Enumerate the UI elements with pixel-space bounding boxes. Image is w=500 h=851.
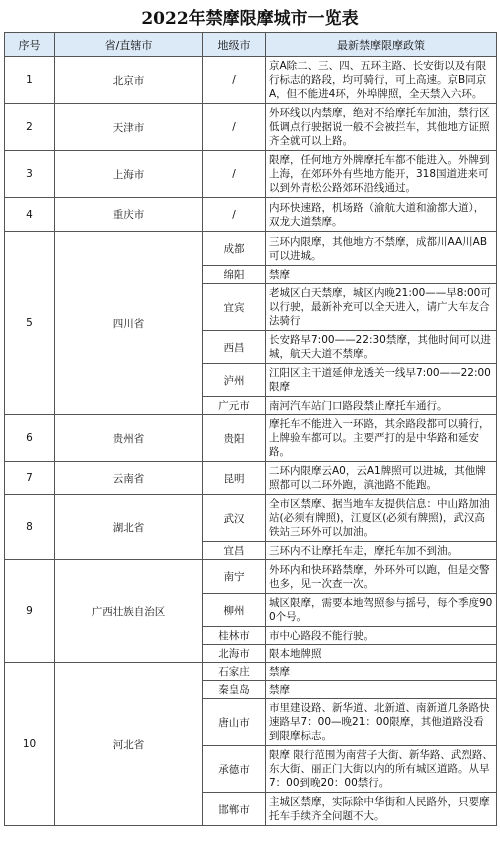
row-index: 7 [5, 462, 55, 495]
policy-cell: 限本地牌照 [266, 645, 497, 663]
policy-cell: 市中心路段不能行驶。 [266, 627, 497, 645]
table-row [5, 151, 497, 198]
province-cell: 上海市 [55, 151, 203, 198]
policy-cell: 三环内不让摩托车走，摩托车加不到油。 [266, 542, 497, 560]
policy-cell: 禁摩 [266, 681, 497, 699]
policy-cell: 二环内限摩云A0，云A1牌照可以进城，其他牌照都可以二环外跑，滇池路不能跑。 [266, 462, 497, 495]
province-cell: 湖北省 [55, 495, 203, 560]
header-city: 地级市 [203, 33, 266, 57]
city-cell: 昆明 [203, 462, 266, 495]
row-index: 8 [5, 495, 55, 560]
city-cell: 唐山市 [203, 699, 266, 746]
city-cell: 秦皇岛 [203, 681, 266, 699]
province-cell: 天津市 [55, 104, 203, 151]
city-cell: 南宁 [203, 560, 266, 594]
row-index: 9 [5, 560, 55, 663]
city-cell: 西昌 [203, 331, 266, 364]
policy-cell: 外环内和快环路禁摩，外环外可以跑，但是交警也多，见一次查一次。 [266, 560, 497, 594]
city-cell: / [203, 57, 266, 104]
table-row [5, 232, 497, 266]
province-cell: 广西壮族自治区 [55, 560, 203, 663]
row-index: 6 [5, 415, 55, 462]
policy-cell: 长安路早7:00——22:30禁摩，其他时间可以进城，航天大道不禁摩。 [266, 331, 497, 364]
row-index: 1 [5, 57, 55, 104]
table-row [5, 495, 497, 542]
city-cell: 广元市 [203, 397, 266, 415]
table-row [5, 104, 497, 151]
city-cell: 宜宾 [203, 284, 266, 331]
city-cell: 邯郸市 [203, 793, 266, 826]
table-row [5, 57, 497, 104]
city-cell: 贵阳 [203, 415, 266, 462]
city-cell: 北海市 [203, 645, 266, 663]
policy-cell: 禁摩 [266, 663, 497, 681]
policy-cell: 江阳区主干道延伸龙透关一线早7:00——22:00限摩 [266, 364, 497, 397]
policy-cell: 内环快速路，机场路（渝航大道和渝都大道），双龙大道禁摩。 [266, 198, 497, 232]
page-title: 2022年禁摩限摩城市一览表 [141, 9, 359, 29]
city-cell: 柳州 [203, 594, 266, 627]
province-cell: 四川省 [55, 232, 203, 415]
header-province: 省/直辖市 [55, 33, 203, 57]
policy-cell: 南河汽车站门口路段禁止摩托车通行。 [266, 397, 497, 415]
city-cell: 石家庄 [203, 663, 266, 681]
policy-cell: 老城区白天禁摩，城区内晚21:00——早8:00可以行驶，最新补充可以全天进入，请广大车友合法骑行 [266, 284, 497, 331]
row-index: 5 [5, 232, 55, 415]
policy-cell: 限摩，任何地方外牌摩托车都不能进入。外牌到上海，在郊环外有些地方能开，318国道进来可以到外青松公路郊环沿线通过。 [266, 151, 497, 198]
table-row [5, 198, 497, 232]
table-row [5, 663, 497, 681]
province-cell: 云南省 [55, 462, 203, 495]
city-cell: / [203, 198, 266, 232]
policy-cell: 京A除二、三、四、五环主路、长安街以及有限行标志的路段，均可骑行，可上高速。京B同京A，但不能进4环，外埠牌照，全天禁入六环。 [266, 57, 497, 104]
header-policy: 最新禁摩限摩政策 [266, 33, 497, 57]
city-cell: / [203, 104, 266, 151]
table-row [5, 415, 497, 462]
city-cell: 桂林市 [203, 627, 266, 645]
province-cell: 北京市 [55, 57, 203, 104]
city-cell: 成都 [203, 232, 266, 266]
header-row [5, 33, 497, 57]
policy-cell: 市里建设路、新华道、北新道、南新道几条路快速路早7：00—晚21：00限摩，其他道路没看到限摩标志。 [266, 699, 497, 746]
policy-cell: 禁摩 [266, 266, 497, 284]
city-cell: 宜昌 [203, 542, 266, 560]
policy-cell: 全市区禁摩、据当地车友提供信息：中山路加油站(必须有牌照)，江夏区(必须有牌照)，武汉高铁站三环外可以加油。 [266, 495, 497, 542]
policy-cell: 城区限摩，需要本地驾照参与摇号，每个季度900个号。 [266, 594, 497, 627]
table-row [5, 462, 497, 495]
row-index: 2 [5, 104, 55, 151]
policy-cell: 限摩 限行范围为南营子大街、新华路、武烈路、东大街、丽正门大街以内的所有城区道路。从早7：00到晚20：00禁行。 [266, 746, 497, 793]
row-index: 3 [5, 151, 55, 198]
city-cell: 绵阳 [203, 266, 266, 284]
policy-cell: 外环线以内禁摩，绝对不给摩托车加油，禁行区低调点行驶据说一般不会被拦车，其他地方证照齐全就可以上路。 [266, 104, 497, 151]
city-cell: / [203, 151, 266, 198]
policy-table [4, 32, 497, 826]
city-cell: 泸州 [203, 364, 266, 397]
row-index: 4 [5, 198, 55, 232]
policy-cell: 主城区禁摩，实际除中华街和人民路外，只要摩托车手续齐全问题不大。 [266, 793, 497, 826]
header-index: 序号 [5, 33, 55, 57]
policy-cell: 三环内限摩，其他地方不禁摩，成都川AA川AB可以进城。 [266, 232, 497, 266]
province-cell: 河北省 [55, 663, 203, 826]
policy-cell: 摩托车不能进入一环路，其余路段都可以骑行，上牌验车都可以。主要严打的是中华路和延安路。 [266, 415, 497, 462]
row-index: 10 [5, 663, 55, 826]
table-row [5, 560, 497, 594]
city-cell: 武汉 [203, 495, 266, 542]
city-cell: 承德市 [203, 746, 266, 793]
province-cell: 重庆市 [55, 198, 203, 232]
province-cell: 贵州省 [55, 415, 203, 462]
